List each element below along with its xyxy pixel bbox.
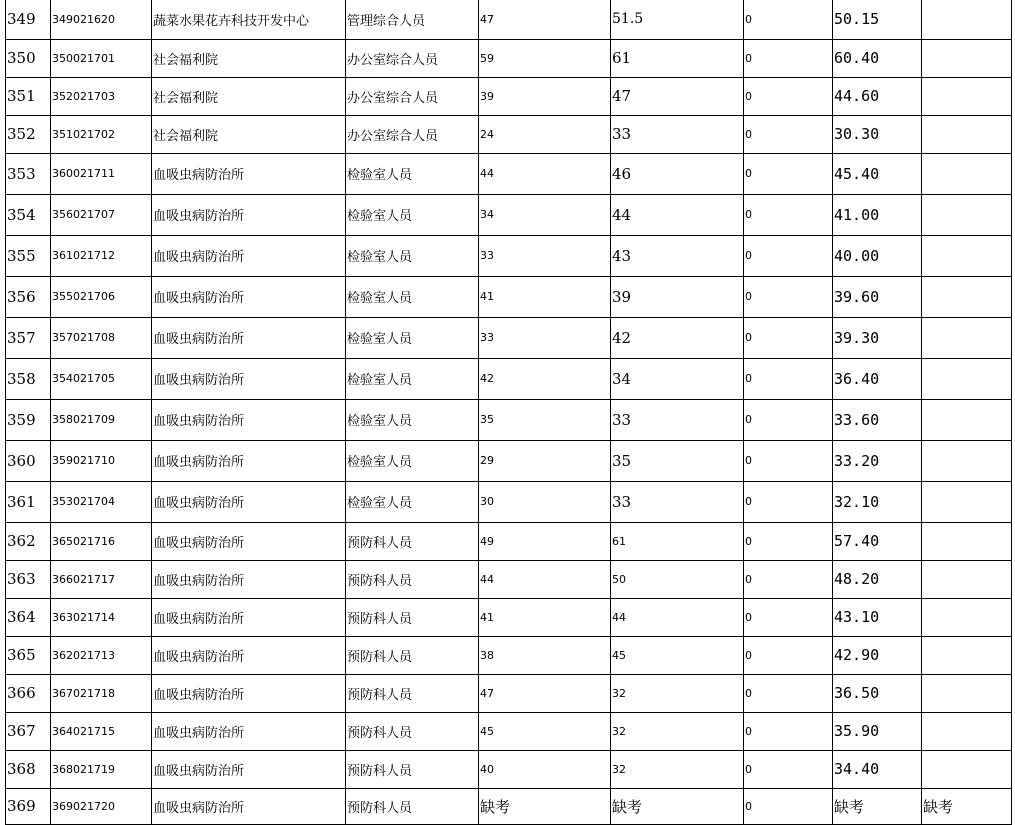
cell-score-2: 45 — [611, 636, 744, 674]
table-row — [6, 481, 1012, 522]
cell-note — [922, 440, 1012, 481]
cell-score-3: 0 — [744, 522, 833, 560]
cell-exam-id: 364021715 — [51, 712, 152, 750]
cell-exam-id: 362021713 — [51, 636, 152, 674]
table-row — [6, 674, 1012, 712]
cell-seq: 360 — [6, 440, 51, 481]
cell-position: 预防科人员 — [346, 788, 479, 824]
cell-score-2: 34 — [611, 358, 744, 399]
cell-score-2: 33 — [611, 399, 744, 440]
table-row — [6, 194, 1012, 235]
cell-score-2: 50 — [611, 560, 744, 598]
cell-total: 60.40 — [833, 39, 922, 77]
cell-unit: 血吸虫病防治所 — [152, 636, 346, 674]
cell-seq: 354 — [6, 194, 51, 235]
table-row — [6, 115, 1012, 153]
cell-score-2: 43 — [611, 235, 744, 276]
cell-note — [922, 522, 1012, 560]
cell-total: 35.90 — [833, 712, 922, 750]
cell-unit: 社会福利院 — [152, 115, 346, 153]
table-row — [6, 598, 1012, 636]
cell-unit: 血吸虫病防治所 — [152, 750, 346, 788]
cell-score-1: 缺考 — [479, 788, 611, 824]
cell-seq: 357 — [6, 317, 51, 358]
cell-score-2: 33 — [611, 481, 744, 522]
cell-unit: 血吸虫病防治所 — [152, 560, 346, 598]
cell-total: 39.30 — [833, 317, 922, 358]
cell-exam-id: 365021716 — [51, 522, 152, 560]
cell-unit: 血吸虫病防治所 — [152, 153, 346, 194]
table-row — [6, 358, 1012, 399]
cell-score-3: 0 — [744, 481, 833, 522]
cell-position: 检验室人员 — [346, 481, 479, 522]
cell-score-2: 46 — [611, 153, 744, 194]
cell-unit: 血吸虫病防治所 — [152, 399, 346, 440]
cell-seq: 362 — [6, 522, 51, 560]
table-row — [6, 399, 1012, 440]
cell-exam-id: 366021717 — [51, 560, 152, 598]
cell-unit: 社会福利院 — [152, 39, 346, 77]
cell-score-1: 41 — [479, 598, 611, 636]
cell-note — [922, 750, 1012, 788]
cell-total: 33.20 — [833, 440, 922, 481]
cell-score-3: 0 — [744, 39, 833, 77]
table-row — [6, 750, 1012, 788]
table-row — [6, 235, 1012, 276]
cell-total: 34.40 — [833, 750, 922, 788]
cell-seq: 349 — [6, 0, 51, 39]
cell-exam-id: 361021712 — [51, 235, 152, 276]
cell-score-3: 0 — [744, 560, 833, 598]
cell-exam-id: 349021620 — [51, 0, 152, 39]
cell-seq: 361 — [6, 481, 51, 522]
cell-score-1: 24 — [479, 115, 611, 153]
cell-score-3: 0 — [744, 788, 833, 824]
cell-score-3: 0 — [744, 598, 833, 636]
cell-exam-id: 356021707 — [51, 194, 152, 235]
table-row — [6, 440, 1012, 481]
cell-score-3: 0 — [744, 712, 833, 750]
cell-score-2: 47 — [611, 77, 744, 115]
cell-note — [922, 115, 1012, 153]
cell-note — [922, 194, 1012, 235]
cell-score-2: 32 — [611, 750, 744, 788]
cell-total: 36.50 — [833, 674, 922, 712]
cell-exam-id: 354021705 — [51, 358, 152, 399]
table-row — [6, 276, 1012, 317]
table-row — [6, 317, 1012, 358]
cell-seq: 358 — [6, 358, 51, 399]
cell-total: 57.40 — [833, 522, 922, 560]
cell-seq: 367 — [6, 712, 51, 750]
cell-score-1: 33 — [479, 235, 611, 276]
cell-total: 30.30 — [833, 115, 922, 153]
cell-score-1: 40 — [479, 750, 611, 788]
cell-score-3: 0 — [744, 115, 833, 153]
cell-position: 检验室人员 — [346, 399, 479, 440]
cell-total: 43.10 — [833, 598, 922, 636]
cell-note — [922, 39, 1012, 77]
cell-unit: 血吸虫病防治所 — [152, 788, 346, 824]
cell-score-1: 42 — [479, 358, 611, 399]
cell-total: 缺考 — [833, 788, 922, 824]
cell-position: 办公室综合人员 — [346, 115, 479, 153]
cell-exam-id: 351021702 — [51, 115, 152, 153]
cell-score-1: 29 — [479, 440, 611, 481]
cell-score-2: 61 — [611, 522, 744, 560]
cell-position: 预防科人员 — [346, 674, 479, 712]
cell-score-3: 0 — [744, 399, 833, 440]
cell-unit: 血吸虫病防治所 — [152, 235, 346, 276]
cell-position: 办公室综合人员 — [346, 77, 479, 115]
cell-position: 预防科人员 — [346, 750, 479, 788]
cell-seq: 350 — [6, 39, 51, 77]
cell-unit: 血吸虫病防治所 — [152, 317, 346, 358]
cell-note — [922, 636, 1012, 674]
table-row — [6, 153, 1012, 194]
cell-note — [922, 399, 1012, 440]
cell-position: 检验室人员 — [346, 153, 479, 194]
cell-score-3: 0 — [744, 636, 833, 674]
cell-note — [922, 317, 1012, 358]
cell-total: 32.10 — [833, 481, 922, 522]
cell-score-3: 0 — [744, 276, 833, 317]
cell-score-3: 0 — [744, 750, 833, 788]
cell-position: 预防科人员 — [346, 522, 479, 560]
cell-score-2: 44 — [611, 194, 744, 235]
table-row — [6, 636, 1012, 674]
cell-total: 44.60 — [833, 77, 922, 115]
cell-position: 检验室人员 — [346, 235, 479, 276]
cell-score-3: 0 — [744, 235, 833, 276]
cell-score-3: 0 — [744, 77, 833, 115]
cell-score-1: 45 — [479, 712, 611, 750]
cell-exam-id: 369021720 — [51, 788, 152, 824]
cell-score-2: 39 — [611, 276, 744, 317]
cell-total: 50.15 — [833, 0, 922, 39]
cell-score-1: 44 — [479, 560, 611, 598]
cell-note — [922, 560, 1012, 598]
cell-note — [922, 358, 1012, 399]
cell-exam-id: 352021703 — [51, 77, 152, 115]
cell-score-2: 42 — [611, 317, 744, 358]
table-row — [6, 560, 1012, 598]
cell-score-1: 41 — [479, 276, 611, 317]
table-row — [6, 39, 1012, 77]
cell-score-1: 49 — [479, 522, 611, 560]
cell-score-1: 38 — [479, 636, 611, 674]
cell-total: 41.00 — [833, 194, 922, 235]
cell-note — [922, 674, 1012, 712]
cell-score-2: 61 — [611, 39, 744, 77]
cell-score-1: 35 — [479, 399, 611, 440]
table-row — [6, 522, 1012, 560]
table-row — [6, 788, 1012, 824]
cell-seq: 366 — [6, 674, 51, 712]
cell-total: 40.00 — [833, 235, 922, 276]
cell-total: 45.40 — [833, 153, 922, 194]
cell-unit: 血吸虫病防治所 — [152, 358, 346, 399]
cell-exam-id: 355021706 — [51, 276, 152, 317]
score-table — [5, 0, 1012, 825]
cell-unit: 血吸虫病防治所 — [152, 276, 346, 317]
table-row — [6, 77, 1012, 115]
cell-unit: 血吸虫病防治所 — [152, 481, 346, 522]
cell-exam-id: 359021710 — [51, 440, 152, 481]
cell-position: 检验室人员 — [346, 194, 479, 235]
cell-note — [922, 712, 1012, 750]
cell-score-2: 33 — [611, 115, 744, 153]
cell-note — [922, 0, 1012, 39]
cell-unit: 社会福利院 — [152, 77, 346, 115]
cell-note — [922, 153, 1012, 194]
cell-score-1: 34 — [479, 194, 611, 235]
cell-seq: 368 — [6, 750, 51, 788]
cell-unit: 蔬菜水果花卉科技开发中心 — [152, 0, 346, 39]
cell-unit: 血吸虫病防治所 — [152, 712, 346, 750]
cell-unit: 血吸虫病防治所 — [152, 522, 346, 560]
cell-note: 缺考 — [922, 788, 1012, 824]
cell-exam-id: 367021718 — [51, 674, 152, 712]
cell-seq: 355 — [6, 235, 51, 276]
cell-position: 预防科人员 — [346, 636, 479, 674]
cell-score-1: 59 — [479, 39, 611, 77]
cell-seq: 353 — [6, 153, 51, 194]
cell-position: 预防科人员 — [346, 598, 479, 636]
cell-exam-id: 353021704 — [51, 481, 152, 522]
cell-score-2: 44 — [611, 598, 744, 636]
cell-score-1: 47 — [479, 674, 611, 712]
cell-position: 预防科人员 — [346, 560, 479, 598]
table-row — [6, 0, 1012, 39]
cell-position: 管理综合人员 — [346, 0, 479, 39]
cell-seq: 352 — [6, 115, 51, 153]
cell-score-1: 47 — [479, 0, 611, 39]
cell-score-1: 39 — [479, 77, 611, 115]
cell-exam-id: 363021714 — [51, 598, 152, 636]
cell-score-3: 0 — [744, 153, 833, 194]
cell-note — [922, 598, 1012, 636]
cell-exam-id: 360021711 — [51, 153, 152, 194]
cell-score-1: 33 — [479, 317, 611, 358]
cell-position: 检验室人员 — [346, 440, 479, 481]
table-body — [6, 0, 1012, 824]
cell-total: 36.40 — [833, 358, 922, 399]
cell-score-2: 缺考 — [611, 788, 744, 824]
cell-exam-id: 350021701 — [51, 39, 152, 77]
cell-note — [922, 235, 1012, 276]
cell-score-3: 0 — [744, 0, 833, 39]
cell-position: 检验室人员 — [346, 358, 479, 399]
cell-score-3: 0 — [744, 317, 833, 358]
cell-position: 办公室综合人员 — [346, 39, 479, 77]
cell-score-1: 30 — [479, 481, 611, 522]
cell-unit: 血吸虫病防治所 — [152, 598, 346, 636]
cell-score-2: 51.5 — [611, 0, 744, 39]
cell-score-2: 35 — [611, 440, 744, 481]
cell-score-1: 44 — [479, 153, 611, 194]
cell-total: 42.90 — [833, 636, 922, 674]
cell-score-3: 0 — [744, 440, 833, 481]
cell-seq: 351 — [6, 77, 51, 115]
cell-seq: 365 — [6, 636, 51, 674]
cell-position: 检验室人员 — [346, 276, 479, 317]
cell-unit: 血吸虫病防治所 — [152, 440, 346, 481]
cell-seq: 364 — [6, 598, 51, 636]
cell-score-3: 0 — [744, 674, 833, 712]
cell-total: 48.20 — [833, 560, 922, 598]
cell-score-2: 32 — [611, 674, 744, 712]
cell-note — [922, 481, 1012, 522]
cell-position: 预防科人员 — [346, 712, 479, 750]
cell-unit: 血吸虫病防治所 — [152, 674, 346, 712]
cell-position: 检验室人员 — [346, 317, 479, 358]
table-row — [6, 712, 1012, 750]
cell-note — [922, 276, 1012, 317]
cell-seq: 359 — [6, 399, 51, 440]
cell-score-3: 0 — [744, 358, 833, 399]
cell-seq: 356 — [6, 276, 51, 317]
cell-seq: 363 — [6, 560, 51, 598]
cell-seq: 369 — [6, 788, 51, 824]
cell-unit: 血吸虫病防治所 — [152, 194, 346, 235]
cell-note — [922, 77, 1012, 115]
cell-score-2: 32 — [611, 712, 744, 750]
cell-total: 39.60 — [833, 276, 922, 317]
cell-score-3: 0 — [744, 194, 833, 235]
cell-exam-id: 358021709 — [51, 399, 152, 440]
cell-exam-id: 357021708 — [51, 317, 152, 358]
cell-total: 33.60 — [833, 399, 922, 440]
cell-exam-id: 368021719 — [51, 750, 152, 788]
